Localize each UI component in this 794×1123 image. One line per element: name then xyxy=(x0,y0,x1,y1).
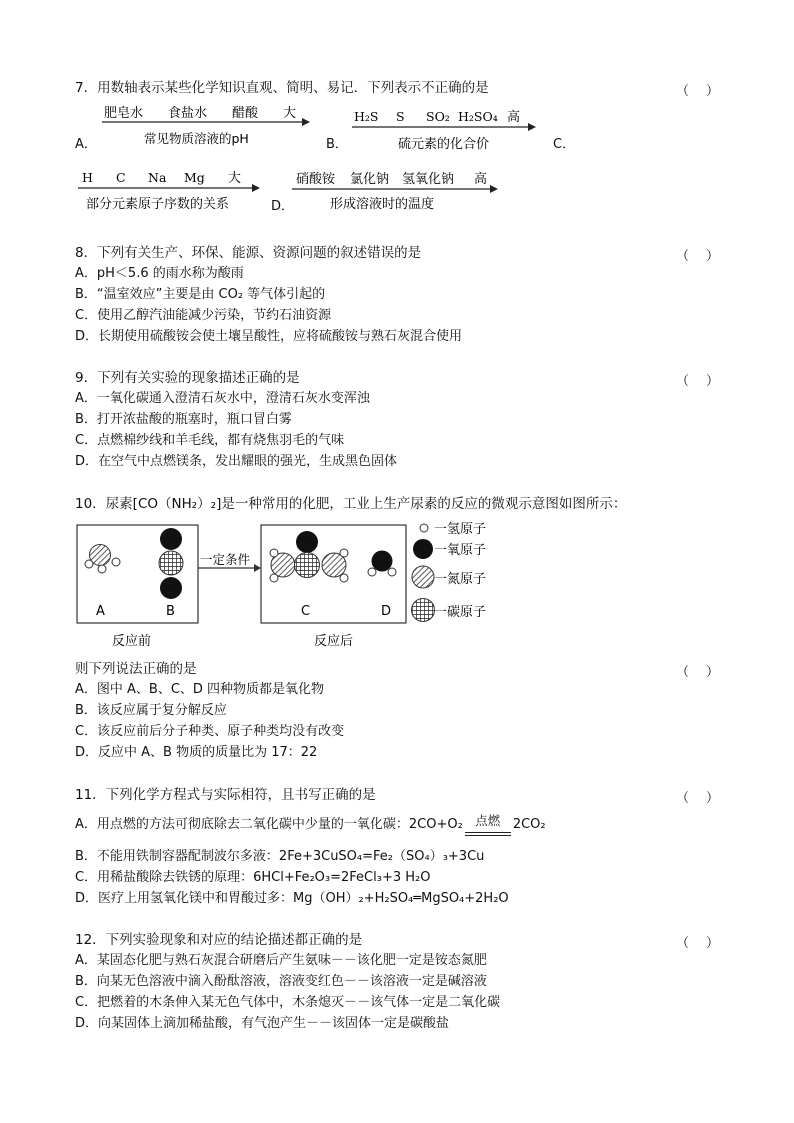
q7-c-item-2: C xyxy=(116,170,126,185)
q7-d-caption: 形成溶液时的温度 xyxy=(330,197,435,212)
q9-answer-bracket: （ ） xyxy=(676,374,720,389)
q7-c-item-1: H xyxy=(82,170,93,185)
legend-carbon: 一碳原子 xyxy=(434,605,487,620)
q10-option-d: D．反应中 A、B 物质的质量比为 17：22 xyxy=(75,745,318,760)
legend-oxygen-icon xyxy=(413,539,433,559)
q7-c-item-4: Mg xyxy=(184,170,205,185)
q9-option-b: B．打开浓盐酸的瓶塞时，瓶口冒白雾 xyxy=(75,412,292,427)
q7-option-a-number-line xyxy=(100,100,310,152)
q7-a-item-4: 大 xyxy=(283,106,297,121)
q7-a-item-3: 醋酸 xyxy=(232,106,259,121)
q7-option-c-number-line xyxy=(78,168,264,212)
molecule-c-urea xyxy=(270,531,348,582)
q7-option-a-letter: A． xyxy=(75,137,97,152)
atom-legend xyxy=(412,522,487,622)
legend-hydrogen: 一氢原子 xyxy=(434,522,487,537)
q10-option-a: A．图中 A、B、C、D 四种物质都是氧化物 xyxy=(75,682,325,697)
q10-question: 则下列说法正确的是 xyxy=(75,661,197,677)
q7-d-item-2: 氯化钠 xyxy=(350,172,390,187)
q8-stem: 8．下列有关生产、环保、能源、资源问题的叙述错误的是 xyxy=(75,245,422,261)
q11-stem: 11．下列化学方程式与实际相符，且书写正确的是 xyxy=(75,787,376,803)
q7-b-item-1: H₂S xyxy=(354,109,379,124)
q7-b-item-5: 高 xyxy=(507,110,521,125)
q7-option-b-number-line xyxy=(352,104,542,152)
q8-option-b: B．“温室效应”主要是由 CO₂ 等气体引起的 xyxy=(75,287,326,302)
q7-option-b-letter: B． xyxy=(326,137,348,152)
q10-option-c: C．该反应前后分子种类、原子种类均没有改变 xyxy=(75,724,345,739)
q7-d-item-3: 氢氧化钠 xyxy=(402,172,455,187)
q7-a-caption: 常见物质溶液的pH xyxy=(144,131,249,146)
q7-c-item-5: 大 xyxy=(228,171,242,186)
molecule-b-carbon-dioxide xyxy=(159,528,183,599)
q7-option-d-number-line xyxy=(292,168,502,212)
label-b: B xyxy=(166,604,175,619)
q11-option-d: D．医疗上用氢氧化镁中和胃酸过多：Mg（OH）₂+H₂SO₄═MgSO₄+2H₂O xyxy=(75,891,509,906)
q12-option-d: D．向某固体上滴加稀盐酸，有气泡产生－－该固体一定是碳酸盐 xyxy=(75,1016,450,1031)
q7-d-item-1: 硝酸铵 xyxy=(296,172,336,187)
q10-answer-bracket: （ ） xyxy=(676,665,720,680)
condition-ignite: 点燃 xyxy=(475,813,501,828)
q12-option-b: B．向某无色溶液中滴入酚酞溶液，溶液变红色－－该溶液一定是碱溶液 xyxy=(75,974,487,989)
label-c: C xyxy=(301,604,311,619)
q11-option-a xyxy=(75,813,546,833)
q7-d-item-4: 高 xyxy=(474,172,488,187)
q7-a-item-2: 食盐水 xyxy=(168,106,208,121)
q12-stem: 12．下列实验现象和对应的结论描述都正确的是 xyxy=(75,932,363,948)
q11-answer-bracket: （ ） xyxy=(676,791,720,806)
q7-c-item-3: Na xyxy=(148,170,167,185)
q11-option-b: B．不能用铁制容器配制波尔多液：2Fe+3CuSO₄=Fe₂（SO₄）₃+3Cu xyxy=(75,849,485,864)
q11-option-c: C．用稀盐酸除去铁锈的原理：6HCl+Fe₂O₃=2FeCl₃+3 H₂O xyxy=(75,870,431,885)
q12-option-c: C．把燃着的木条伸入某无色气体中，木条熄灭－－该气体一定是二氧化碳 xyxy=(75,995,501,1010)
q7-answer-bracket: （ ） xyxy=(676,84,720,99)
legend-hydrogen-icon xyxy=(420,524,428,532)
q8-option-a: A．pH＜5.6 的雨水称为酸雨 xyxy=(75,266,244,281)
q8-option-d: D．长期使用硫酸铵会使土壤呈酸性，应将硫酸铵与熟石灰混合使用 xyxy=(75,329,463,344)
molecule-d-water xyxy=(368,551,396,577)
q7-b-caption: 硫元素的化合价 xyxy=(398,137,490,152)
legend-oxygen: 一氧原子 xyxy=(434,543,487,558)
q7-c-caption: 部分元素原子序数的关系 xyxy=(86,197,230,212)
label-d: D xyxy=(381,604,392,619)
q7-b-item-4: H₂SO₄ xyxy=(458,109,498,124)
q10-stem: 10．尿素[CO（NH₂）₂]是一种常用的化肥，工业上生产尿素的反应的微观示意图如图所示： xyxy=(75,496,627,512)
q7-option-c-letter: C． xyxy=(553,137,576,152)
q9-option-d: D．在空气中点燃镁条，发出耀眼的强光，生成黑色固体 xyxy=(75,454,398,469)
legend-nitrogen-icon xyxy=(412,566,434,588)
legend-nitrogen: 一氮原子 xyxy=(434,572,487,587)
after-caption: 反应后 xyxy=(314,634,354,649)
legend-carbon-icon xyxy=(412,599,435,622)
q11-option-a-product: 2CO₂ xyxy=(512,817,546,832)
q12-option-a: A．某固态化肥与熟石灰混合研磨后产生氨味－－该化肥一定是铵态氮肥 xyxy=(75,953,487,968)
q11-option-a-text: A．用点燃的方法可彻底除去二氧化碳中少量的一氧化碳：2CO+O₂ xyxy=(75,817,463,832)
q10-option-b: B．该反应属于复分解反应 xyxy=(75,703,227,718)
q9-stem: 9．下列有关实验的现象描述正确的是 xyxy=(75,370,300,386)
q9-option-a: A．一氧化碳通入澄清石灰水中，澄清石灰水变浑浊 xyxy=(75,391,370,406)
before-caption: 反应前 xyxy=(112,634,152,649)
q7-a-item-1: 肥皂水 xyxy=(104,106,144,121)
arrow-condition: 一定条件 xyxy=(200,552,251,567)
label-a: A xyxy=(96,604,105,619)
q7-option-d-letter: D． xyxy=(271,199,295,214)
q8-answer-bracket: （ ） xyxy=(676,249,720,264)
q8-option-c: C．使用乙醇汽油能减少污染，节约石油资源 xyxy=(75,308,332,323)
q7-b-item-3: SO₂ xyxy=(426,109,450,124)
q7-b-item-2: S xyxy=(396,109,405,124)
q10-reaction-diagram xyxy=(76,518,506,658)
q12-answer-bracket: （ ） xyxy=(676,936,720,951)
molecule-a-ammonia xyxy=(85,545,120,574)
q7-stem: 7．用数轴表示某些化学知识直观、简明、易记．下列表示不正确的是 xyxy=(75,80,489,96)
q9-option-c: C．点燃棉纱线和羊毛线，都有烧焦羽毛的气味 xyxy=(75,433,345,448)
